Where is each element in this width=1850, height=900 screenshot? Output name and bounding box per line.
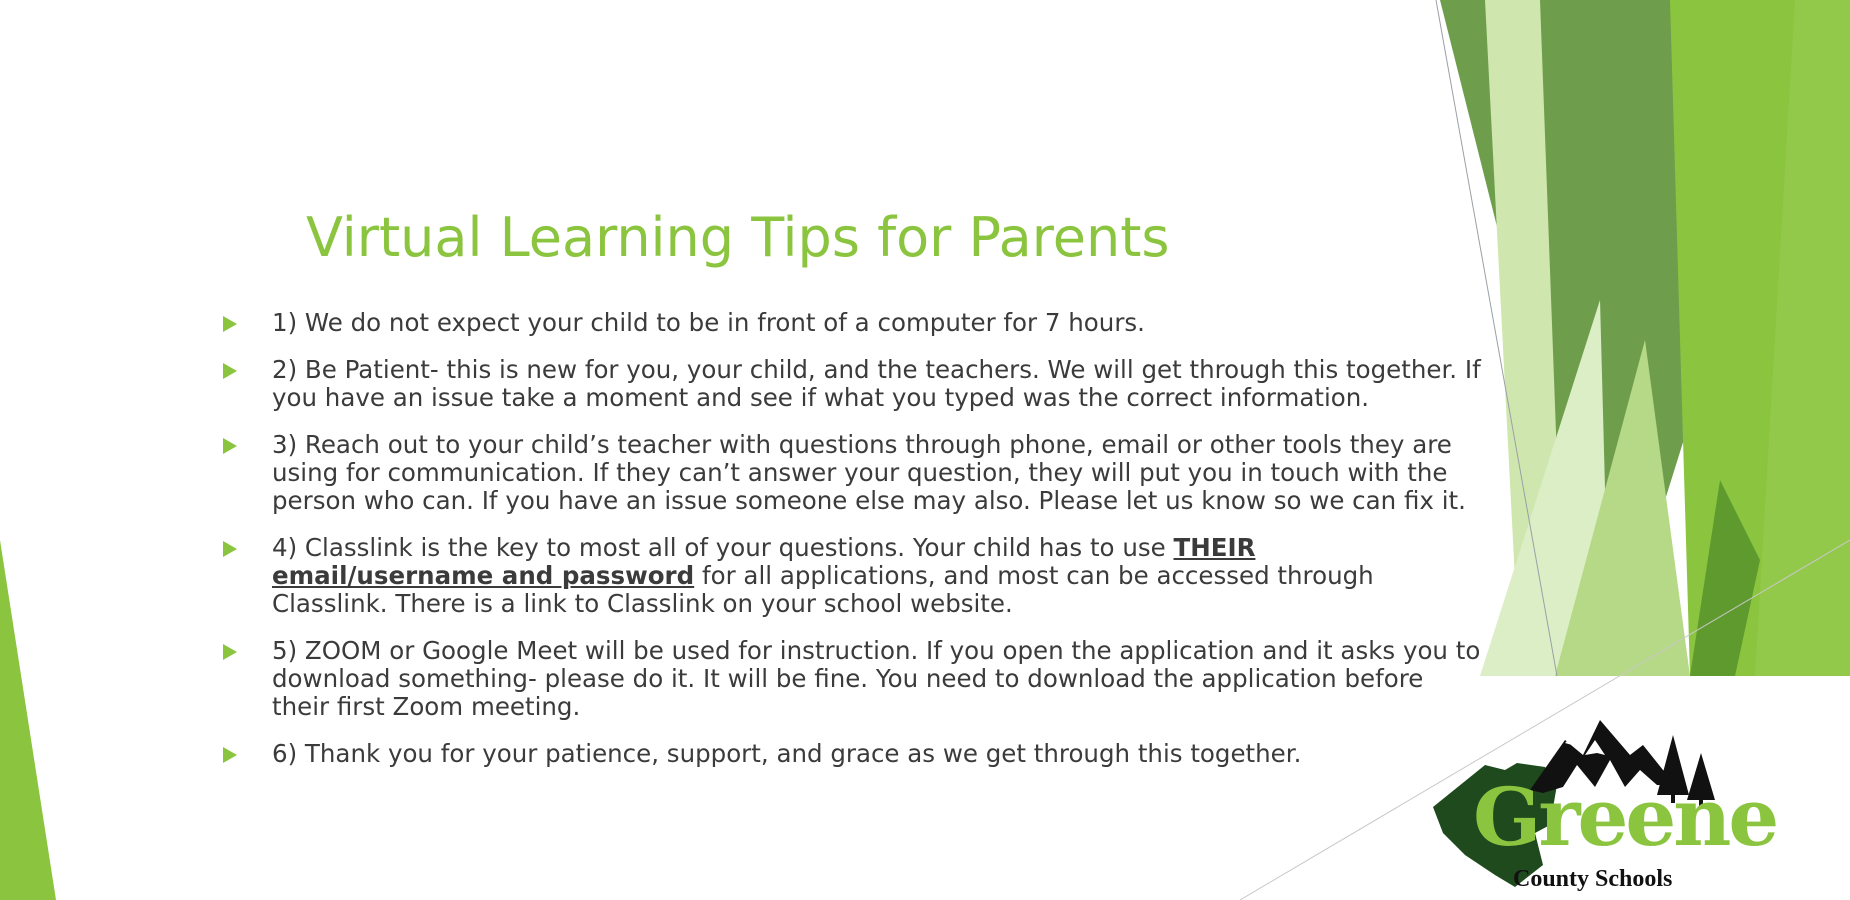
tip-text: 5) ZOOM or Google Meet will be used for instruction. If you open the application and it asks you to download something- please do it. It will be fine. You need to download the application before their first Zoom meeting. — [272, 636, 1481, 721]
tip-text: 1) We do not expect your child to be in front of a computer for 7 hours. — [272, 308, 1145, 337]
tip-item-4 — [220, 534, 1485, 618]
tip-item-5 — [220, 637, 1485, 721]
tip-text: 6) Thank you for your patience, support, and grace as we get through this together. — [272, 739, 1302, 768]
tip-text: 2) Be Patient- this is new for you, your child, and the teachers. We will get through this together. If you have an issue take a moment and see if what you typed was the correct information. — [272, 355, 1481, 412]
logo-subtitle: County Schools — [1513, 866, 1673, 892]
tip-text-before: 4) Classlink is the key to most all of your questions. Your child has to use — [272, 533, 1174, 562]
logo-name: Greene — [1473, 770, 1777, 864]
tip-item-3 — [220, 431, 1485, 515]
slide-title: Virtual Learning Tips for Parents — [306, 206, 1170, 269]
triangle-bullet-icon — [223, 363, 237, 379]
tip-text: 3) Reach out to your child’s teacher with questions through phone, email or other tools they are using for communication. If they can’t answer your question, they will put you in touch with the person who can. If you have an issue someone else may also. Please let us know so we can fix it. — [272, 430, 1466, 515]
tip-text-after: for all applications, and most can be accessed through Classlink. There is a link to Classlink on your school website. — [272, 561, 1374, 618]
triangle-bullet-icon — [223, 316, 237, 332]
triangle-bullet-icon — [223, 747, 237, 763]
triangle-bullet-icon — [223, 541, 237, 557]
tip-item-6 — [220, 740, 1485, 768]
tip-item-2 — [220, 356, 1485, 412]
left-green-sliver — [0, 540, 56, 900]
triangle-bullet-icon — [223, 438, 237, 454]
school-logo — [1425, 715, 1777, 900]
tip-emphasis: THEIR email/username and password — [272, 533, 1256, 590]
tip-item-1 — [220, 309, 1485, 337]
triangle-bullet-icon — [223, 644, 237, 660]
tips-list — [220, 309, 1485, 787]
